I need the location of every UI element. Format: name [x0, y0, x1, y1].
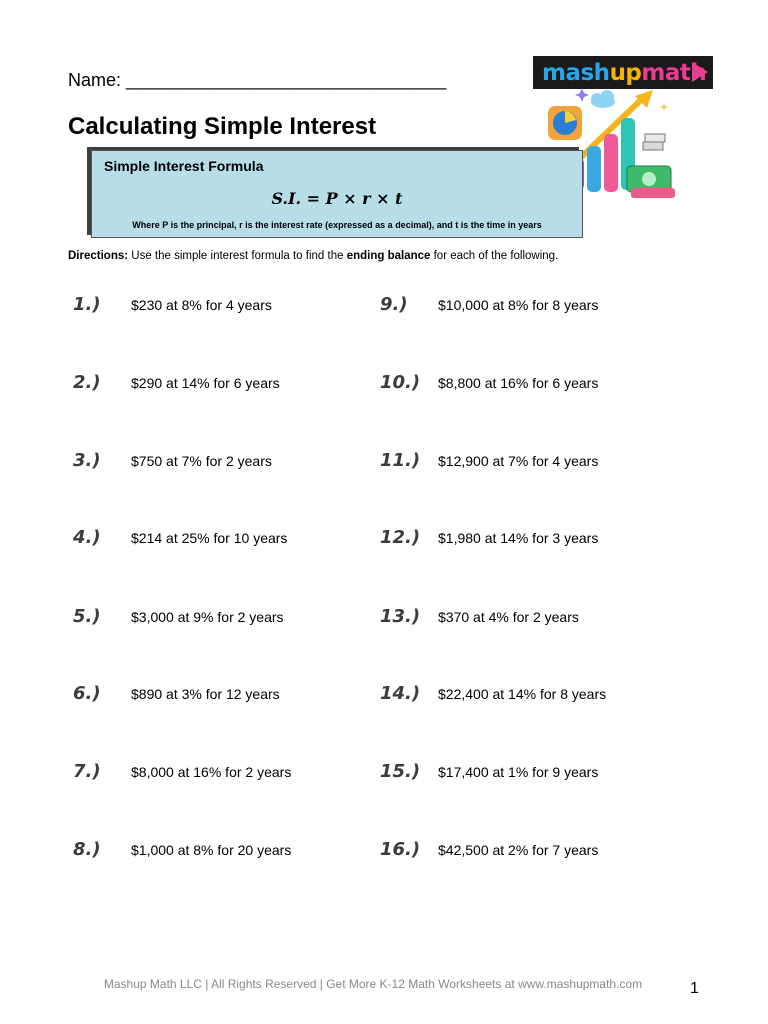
directions-label: Directions:: [68, 250, 129, 262]
problem-text: $22,400 at 14% for 8 years: [438, 686, 607, 702]
problem-number: 2.): [73, 372, 101, 393]
cloud-icon: [591, 90, 615, 108]
problem-number: 1.): [73, 294, 101, 315]
problem-text: $17,400 at 1% for 9 years: [438, 764, 599, 780]
problem-text: $230 at 8% for 4 years: [131, 297, 272, 313]
problem-text: $214 at 25% for 10 years: [131, 530, 288, 546]
formula-equation: S.I. = P × r × t: [271, 189, 403, 208]
problem-number: 13.): [380, 606, 421, 627]
problem-number: 7.): [73, 761, 101, 782]
footer-link[interactable]: www.mashupmath.com: [518, 977, 643, 991]
problem-number: 5.): [73, 606, 101, 627]
logo-text-up: up: [609, 59, 642, 86]
problem-number: 4.): [73, 527, 101, 548]
directions-text-after: for each of the following.: [430, 250, 559, 262]
problem-number: 3.): [73, 450, 101, 471]
problem-number: 9.): [380, 294, 408, 315]
problem-text: $1,000 at 8% for 20 years: [131, 842, 292, 858]
directions: [68, 250, 558, 262]
formula-heading: Simple Interest Formula: [104, 158, 264, 174]
problem-text: $10,000 at 8% for 8 years: [438, 297, 599, 313]
problem-text: $3,000 at 9% for 2 years: [131, 609, 284, 625]
problem-text: $890 at 3% for 12 years: [131, 686, 280, 702]
directions-text-before: Use the simple interest formula to find the: [128, 250, 347, 262]
problem-number: 8.): [73, 839, 101, 860]
page-number: 1: [690, 980, 699, 997]
play-arrow-icon: [692, 62, 708, 82]
problem-text: $370 at 4% for 2 years: [438, 609, 579, 625]
logo-text-math: math: [641, 59, 707, 86]
formula-box: [91, 150, 583, 238]
formula-note: Where P is the principal, r is the interest rate (expressed as a decimal), and t is the time in years: [132, 220, 542, 230]
problem-text: $8,000 at 16% for 2 years: [131, 764, 292, 780]
problem-number: 15.): [380, 761, 421, 782]
money-stack-icon: [627, 166, 675, 198]
problem-number: 12.): [380, 527, 421, 548]
problem-text: $12,900 at 7% for 4 years: [438, 453, 599, 469]
problem-number: 6.): [73, 683, 101, 704]
name-field-label: Name: ________________________________: [68, 70, 447, 90]
problem-text: $750 at 7% for 2 years: [131, 453, 272, 469]
directions-emphasis: ending balance: [346, 250, 431, 262]
problem-number: 10.): [380, 372, 421, 393]
problem-number: 11.): [380, 450, 421, 471]
page-title: Calculating Simple Interest: [68, 113, 377, 140]
problem-text: $1,980 at 14% for 3 years: [438, 530, 599, 546]
footer-text: Mashup Math LLC | All Rights Reserved | Get More K-12 Math Worksheets at: [103, 977, 519, 991]
problem-text: $42,500 at 2% for 7 years: [438, 842, 599, 858]
problem-text: $290 at 14% for 6 years: [131, 375, 280, 391]
problem-text: $8,800 at 16% for 6 years: [438, 375, 599, 391]
problem-number: 14.): [380, 683, 421, 704]
pie-chart-icon: [548, 106, 582, 140]
mashupmath-logo: [533, 56, 713, 89]
logo-text-mash: mash: [542, 59, 610, 86]
coin-stack-icon: [643, 134, 665, 150]
footer: [0, 977, 746, 991]
problem-number: 16.): [380, 839, 421, 860]
